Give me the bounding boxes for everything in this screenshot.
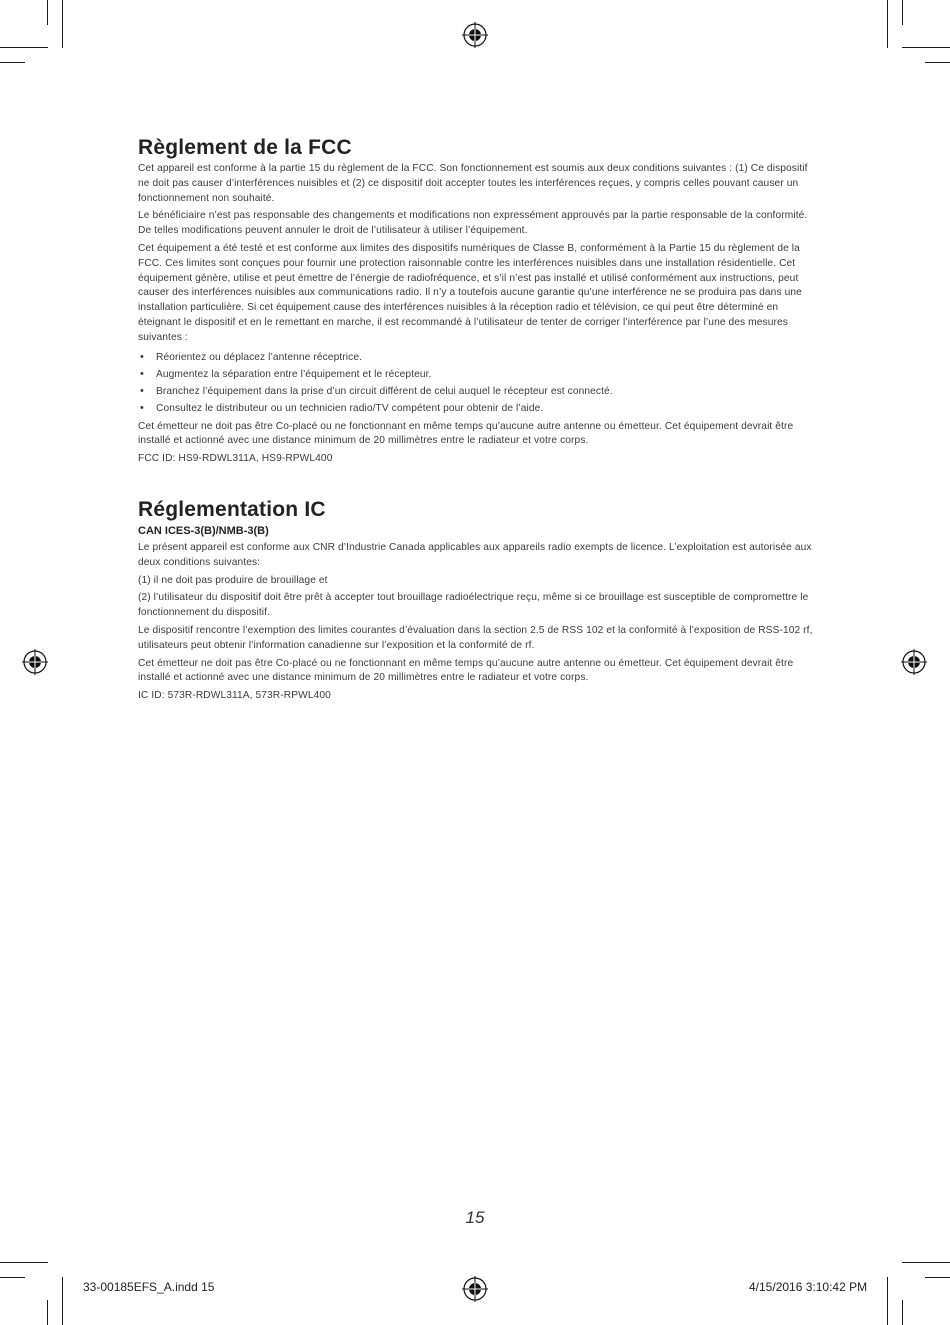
ic-paragraph: Cet émetteur ne doit pas être Co-placé ou ne fonctionnant en même temps qu’aucune autre antenne ou émetteur. Cet équipement devrait être installé et actionné avec une distance minimum de 20 millimètres entre le radiateur et votre corps. (138, 657, 794, 684)
list-item: • Consultez le distributeur ou un technicien radio/TV compétent pour obtenir de l’aide. (138, 400, 814, 417)
ic-paragraph: Le dispositif rencontre l’exemption des limites courantes d’évaluation dans la section 2.5 de RSS 102 et la conformité à l’exposition de RSS-102 rf, utilisateurs peut obtenir l’information canadienne sur l’exposition et la conformité de rf. (138, 624, 813, 651)
ic-id: IC ID: 573R-RDWL311A, 573R-RPWL400 (138, 690, 331, 702)
crop-mark (925, 62, 950, 63)
crop-mark (0, 1262, 48, 1263)
crop-mark (887, 1277, 888, 1325)
fcc-id: FCC ID: HS9-RDWL311A, HS9-RPWL400 (138, 453, 333, 465)
registration-mark-icon (462, 1276, 488, 1302)
ic-paragraph: Le présent appareil est conforme aux CNR d’Industrie Canada applicables aux appareils radio exempts de licence. L’exploitation est autorisée aux deux conditions suivantes: (138, 541, 812, 568)
ic-section (138, 496, 814, 704)
list-item: • Réorientez ou déplacez l’antenne réceptrice. (138, 349, 814, 366)
registration-mark-icon (901, 649, 927, 675)
bullet: • (140, 384, 144, 397)
fcc-paragraph: Le bénéficiaire n’est pas responsable des changements et modifications non expressément approuvés par la partie responsable de la conformité. De telles modifications peuvent annuler le droit de l’utilisateur à utiliser l’équipement. (138, 210, 808, 237)
slug-timestamp: 4/15/2016 3:10:42 PM (749, 1280, 868, 1294)
registration-mark-icon (462, 22, 488, 48)
list-item: • Branchez l’équipement dans la prise d’un circuit différent de celui auquel le récepteur est connecté. (138, 383, 814, 400)
crop-mark (47, 1300, 48, 1325)
fcc-heading: Règlement de la FCC (138, 136, 352, 159)
crop-mark (925, 1277, 950, 1278)
bullet: • (140, 350, 144, 363)
crop-mark (47, 0, 48, 25)
crop-mark (902, 1262, 950, 1263)
ic-subtitle: CAN ICES-3(B)/NMB-3(B) (138, 524, 269, 537)
crop-mark (902, 1300, 903, 1325)
bullet: • (140, 367, 144, 380)
list-item: • Augmentez la séparation entre l’équipement et le récepteur. (138, 366, 814, 383)
ic-heading: Réglementation IC (138, 497, 326, 521)
fcc-paragraph: Cet équipement a été testé et est conforme aux limites des dispositifs numériques de Classe B, conformément à la Partie 15 du règlement de la FCC. Ces limites sont conçues pour fournir une protection raisonnable contre les interférences nuisibles dans une installation résidentielle. Cet équipement génère, utilise et peut émettre de l’énergie de radiofréquence, et s’il n’est pas installé et utilisé conformément aux instructions, peut causer des interférences nuisibles aux communications radio. Il n’y a toutefois aucune garantie qu’une interférence ne se produira pas dans une installation particulière. Si cet équipement cause des interférences nuisibles à la réception radio et télévision, ce qui peut être déterminé en éteignant le dispositif et en le remettant en marche, il est recommandé à l’utilisateur de tenter de corriger l’interférence par l’une des mesures suivantes : (138, 242, 802, 343)
registration-mark-icon (22, 649, 48, 675)
ic-paragraph: (1) il ne doit pas produire de brouillage et (138, 574, 328, 586)
bullet: • (140, 401, 144, 414)
page-content (138, 134, 814, 707)
fcc-measures-list (138, 349, 814, 417)
ic-paragraph: (2) l’utilisateur du dispositif doit être prêt à accepter tout brouillage radioélectrique reçu, même si ce brouillage est susceptible de compromettre le fonctionnement du dispositif. (138, 592, 809, 619)
crop-mark (902, 47, 950, 48)
crop-mark (62, 1277, 63, 1325)
page-number: 15 (465, 1208, 485, 1227)
crop-mark (887, 0, 888, 48)
crop-mark (0, 1277, 25, 1278)
crop-mark (0, 62, 25, 63)
fcc-closing-paragraph: Cet émetteur ne doit pas être Co-placé ou ne fonctionnant en même temps qu’aucune autre antenne ou émetteur. Cet équipement devrait être installé et actionné avec une distance minimum de 20 millimètres entre le radiateur et votre corps. (138, 420, 794, 447)
crop-mark (62, 0, 63, 48)
fcc-section (138, 134, 814, 467)
crop-mark (902, 0, 903, 25)
fcc-paragraph: Cet appareil est conforme à la partie 15 du règlement de la FCC. Son fonctionnement est soumis aux deux conditions suivantes : (1) Ce dispositif ne doit pas causer d’interférences nuisibles et (2) ce dispositif doit accepter toutes les interférences reçues, y compris celles pouvant causer un fonctionnement non souhaité. (138, 163, 808, 204)
crop-mark (0, 47, 48, 48)
slug-filename: 33-00185EFS_A.indd 15 (83, 1280, 215, 1294)
